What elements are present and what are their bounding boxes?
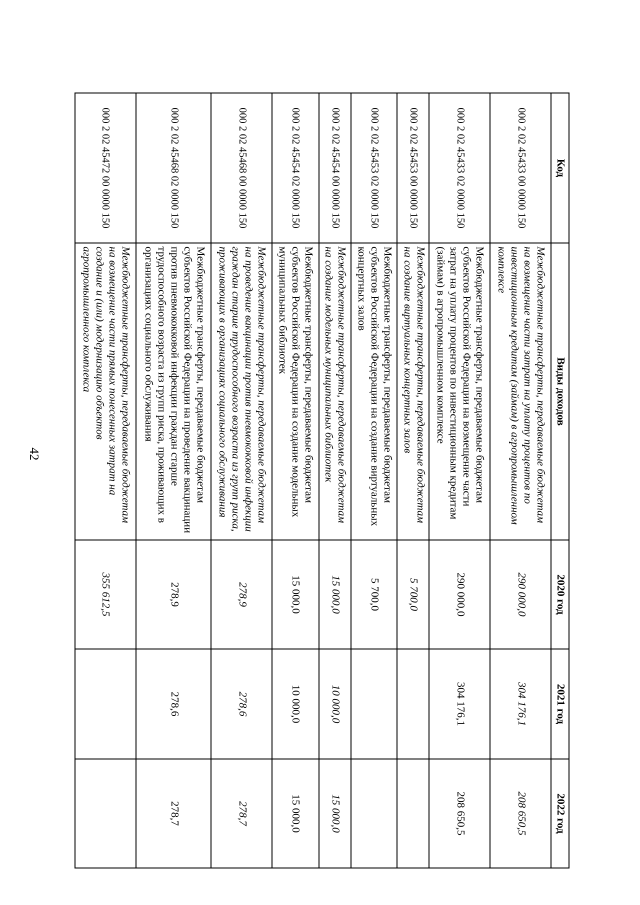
table-header-row [551, 93, 569, 868]
table-row [319, 93, 351, 868]
row-value-2022: 208 650,5 [429, 759, 490, 868]
row-value-2021: 10 000,0 [272, 649, 318, 759]
row-revenue-type: Межбюджетные трансферты, передаваемые бюджетам на создание модельных муниципальных библиотек [319, 243, 351, 540]
row-code: 000 2 02 45468 02 0000 150 [136, 93, 211, 243]
revenue-table [75, 93, 570, 869]
row-value-2020: 290 000,0 [490, 540, 551, 649]
row-revenue-type: Межбюджетные трансферты, передаваемые бюджетам на проведение вакцинации против пневмококковой инфекции граждан старше трудоспособного возраста из групп риска, проживающих в организациях социального обслуживания [211, 243, 272, 540]
header-code: Код [551, 93, 569, 243]
row-value-2020: 15 000,0 [272, 540, 318, 649]
rotated-table-container [75, 93, 570, 868]
header-2021: 2021 год [551, 649, 569, 759]
row-value-2020: 15 000,0 [319, 540, 351, 649]
row-value-2020: 278,9 [211, 540, 272, 649]
row-value-2022 [351, 759, 397, 868]
row-value-2022: 208 650,5 [490, 759, 551, 868]
row-value-2022 [397, 759, 429, 868]
table-row [429, 93, 490, 868]
header-revenue-type: Виды доходов [551, 243, 569, 540]
row-code: 000 2 02 45433 00 0000 150 [490, 93, 551, 243]
row-value-2020: 355 612,5 [75, 540, 136, 649]
row-code: 000 2 02 45454 00 0000 150 [319, 93, 351, 243]
row-value-2020: 290 000,0 [429, 540, 490, 649]
row-revenue-type: Межбюджетные трансферты, передаваемые бюджетам субъектов Российской Федерации на создание виртуальных концертных залов [351, 243, 397, 540]
row-code: 000 2 02 45453 00 0000 150 [397, 93, 429, 243]
row-code: 000 2 02 45453 02 0000 150 [351, 93, 397, 243]
row-value-2021 [351, 649, 397, 759]
row-revenue-type: Межбюджетные трансферты, передаваемые бюджетам субъектов Российской Федерации на создание модельных муниципальных библиотек [272, 243, 318, 540]
row-value-2021: 304 176,1 [490, 649, 551, 759]
header-2022: 2022 год [551, 759, 569, 868]
table-row [351, 93, 397, 868]
row-code: 000 2 02 45468 00 0000 150 [211, 93, 272, 243]
row-value-2022: 15 000,0 [319, 759, 351, 868]
row-value-2020: 5 700,0 [397, 540, 429, 649]
row-revenue-type: Межбюджетные трансферты, передаваемые бюджетам на возмещение части прямых понесенных затрат на создание и (или) модернизацию объектов агропромышленного комплекса [75, 243, 136, 540]
table-row [75, 93, 136, 868]
table-row [490, 93, 551, 868]
table-row [211, 93, 272, 868]
row-value-2021: 10 000,0 [319, 649, 351, 759]
page-number: 42 [27, 447, 42, 461]
row-value-2022: 15 000,0 [272, 759, 318, 868]
row-code: 000 2 02 45433 02 0000 150 [429, 93, 490, 243]
row-value-2020: 5 700,0 [351, 540, 397, 649]
row-value-2021: 278,6 [211, 649, 272, 759]
row-value-2022: 278,7 [211, 759, 272, 868]
row-value-2021: 304 176,1 [429, 649, 490, 759]
row-revenue-type: Межбюджетные трансферты, передаваемые бюджетам на возмещение части затрат на уплату процентов по инвестиционным кредитам (займам) в агропромышленном комплексе [490, 243, 551, 540]
row-revenue-type: Межбюджетные трансферты, передаваемые бюджетам на создание виртуальных концертных залов [397, 243, 429, 540]
row-value-2021 [397, 649, 429, 759]
row-code: 000 2 02 45454 02 0000 150 [272, 93, 318, 243]
table-row [136, 93, 211, 868]
row-value-2021: 278,6 [136, 649, 211, 759]
row-revenue-type: Межбюджетные трансферты, передаваемые бюджетам субъектов Российской Федерации на проведение вакцинации против пневмококковой инфекции граждан старше трудоспособного возраста из групп риска, проживающих в организациях социального обслуживания [136, 243, 211, 540]
table-row [397, 93, 429, 868]
row-value-2022 [75, 759, 136, 868]
row-revenue-type: Межбюджетные трансферты, передаваемые бюджетам субъектов Российской Федерации на возмещение части затрат на уплату процентов по инвестиционным кредитам (займам) в агропромышленном комплексе [429, 243, 490, 540]
header-2020: 2020 год [551, 540, 569, 649]
row-value-2020: 278,9 [136, 540, 211, 649]
row-value-2021 [75, 649, 136, 759]
row-code: 000 2 02 45472 00 0000 150 [75, 93, 136, 243]
row-value-2022: 278,7 [136, 759, 211, 868]
table-row [272, 93, 318, 868]
